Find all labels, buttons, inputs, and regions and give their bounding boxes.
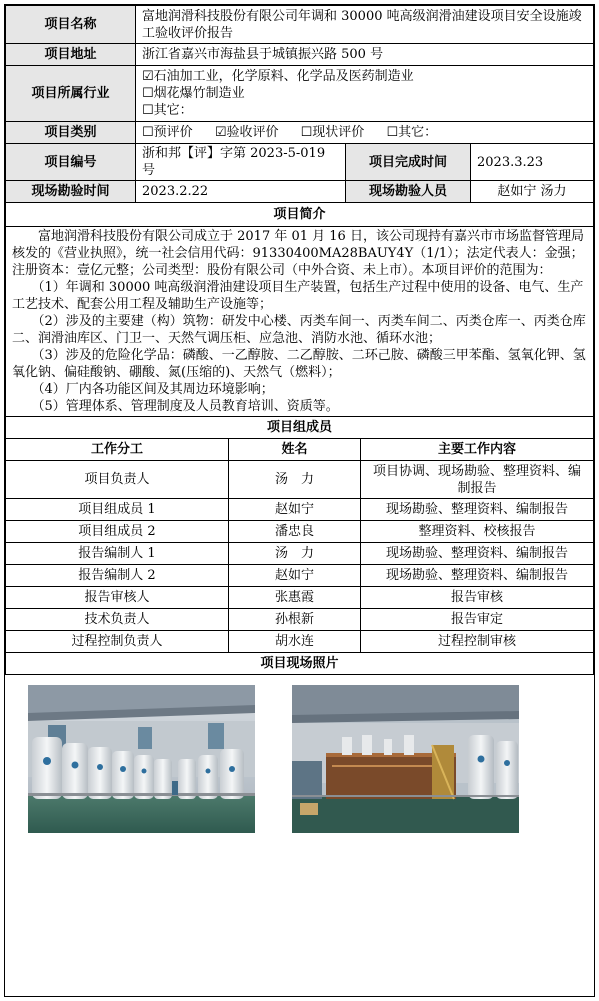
intro-paragraph: 富地润滑科技股份有限公司成立于 2017 年 01 月 16 日，该公司现持有嘉兴市市场监督管理局核发的《营业执照》，统一社会信用代码：91330400MA28BAUY4Y（1/1）；法定代表人：金强；注册资本：壹亿元整；公司类型：股份有限公司（中外合资、未上市）。本项目评价的范围为：	[12, 229, 584, 278]
team-work: 报告审核	[361, 587, 594, 609]
workshop-tanks-photo	[28, 685, 255, 833]
finish-time-value: 2023.3.23	[471, 144, 594, 181]
team-work: 现场勘验、整理资料、编制报告	[361, 543, 594, 565]
team-role: 技术负责人	[6, 609, 229, 631]
project-category-label: 项目类别	[6, 122, 136, 144]
intro-body	[6, 227, 594, 417]
table-row	[6, 609, 594, 631]
intro-paragraph: （2）涉及的主要建（构）筑物：研发中心楼、丙类车间一、丙类车间二、丙类仓库一、丙类仓库二、润滑油库区、门卫一、天然气调压柜、应急池、消防水池、循环水池；	[12, 314, 586, 346]
team-work: 报告审定	[361, 609, 594, 631]
intro-paragraph: （5）管理体系、管理制度及人员教育培训、资质等。	[31, 399, 339, 414]
category-option-label: 其它：	[398, 125, 438, 140]
table-row	[6, 587, 594, 609]
intro-title: 项目简介	[6, 203, 594, 227]
industry-option-label: 石油加工业，化学原料、化学品及医药制造业	[153, 69, 414, 84]
survey-time-value: 2023.2.22	[136, 181, 346, 203]
checkbox-icon: ☐	[142, 86, 154, 101]
project-category-options	[136, 122, 594, 144]
team-role: 报告审核人	[6, 587, 229, 609]
checkbox-icon: ☐	[142, 103, 154, 118]
category-option	[215, 124, 279, 141]
project-number-value: 浙和邦【评】字第 2023-5-019 号	[136, 144, 346, 181]
table-row	[6, 461, 594, 499]
survey-time-label: 现场勘验时间	[6, 181, 136, 203]
team-role: 项目负责人	[6, 461, 229, 499]
category-option-label: 现状评价	[312, 125, 365, 140]
industry-option-label: 烟花爆竹制造业	[153, 86, 245, 101]
team-role: 项目组成员 1	[6, 499, 229, 521]
photos-title: 项目现场照片	[6, 653, 594, 675]
project-industry-options	[136, 66, 594, 122]
industry-option	[142, 85, 587, 102]
survey-people-value: 赵如宁 汤力	[471, 181, 594, 203]
table-row	[6, 521, 594, 543]
project-name-label: 项目名称	[6, 6, 136, 44]
industry-option	[142, 102, 587, 119]
site-photo-1	[28, 685, 255, 833]
team-header-work: 主要工作内容	[361, 439, 594, 461]
team-role: 过程控制负责人	[6, 631, 229, 653]
table-row	[6, 565, 594, 587]
team-work: 整理资料、校核报告	[361, 521, 594, 543]
intro-paragraph: （3）涉及的危险化学品：磷酸、一乙醇胺、二乙醇胺、二环己胺、磷酸三甲苯酯、氢氧化钾、氢氧化钠、偏硅酸钠、硼酸、氮(压缩的)、天然气（燃料）；	[12, 348, 586, 380]
finish-time-label: 项目完成时间	[346, 144, 471, 181]
team-member-name: 孙根新	[229, 609, 361, 631]
category-option	[301, 124, 365, 141]
checkbox-icon: ☐	[300, 125, 313, 140]
team-table	[5, 416, 594, 675]
table-row	[6, 499, 594, 521]
photos-area	[5, 675, 594, 965]
project-number-label: 项目编号	[6, 144, 136, 181]
table-row	[6, 631, 594, 653]
team-member-name: 潘忠良	[229, 521, 361, 543]
team-work: 项目协调、现场勘验、整理资料、编制报告	[361, 461, 594, 499]
checkbox-icon: ☐	[386, 125, 399, 140]
team-member-name: 胡水连	[229, 631, 361, 653]
project-address-label: 项目地址	[6, 44, 136, 66]
survey-people-label: 现场勘验人员	[346, 181, 471, 203]
team-title: 项目组成员	[6, 417, 594, 439]
team-role: 报告编制人 2	[6, 565, 229, 587]
project-name-value: 富地润滑科技股份有限公司年调和 30000 吨高级润滑油建设项目安全设施竣工验收评价报告	[136, 6, 594, 44]
team-work: 现场勘验、整理资料、编制报告	[361, 565, 594, 587]
project-address-value: 浙江省嘉兴市海盐县于城镇振兴路 500 号	[136, 44, 594, 66]
category-option-label: 验收评价	[226, 125, 279, 140]
category-option	[386, 124, 437, 141]
report-sheet	[4, 4, 595, 997]
team-role: 报告编制人 1	[6, 543, 229, 565]
table-row	[6, 543, 594, 565]
checkbox-icon: ☐	[142, 125, 154, 140]
team-member-name: 张惠霞	[229, 587, 361, 609]
industry-option-label: 其它：	[153, 103, 193, 118]
team-member-name: 汤 力	[229, 543, 361, 565]
checkbox-checked-icon: ☑	[142, 69, 154, 84]
team-work: 过程控制审核	[361, 631, 594, 653]
project-info-table	[5, 5, 594, 417]
project-industry-label: 项目所属行业	[6, 66, 136, 122]
checkbox-checked-icon: ☑	[214, 125, 227, 140]
team-role: 项目组成员 2	[6, 521, 229, 543]
production-line-photo	[292, 685, 519, 833]
team-member-name: 赵如宁	[229, 565, 361, 587]
category-option	[142, 124, 193, 141]
team-header-role: 工作分工	[6, 439, 229, 461]
team-member-name: 赵如宁	[229, 499, 361, 521]
intro-paragraph: （1）年调和 30000 吨高级润滑油建设项目生产装置，包括生产过程中使用的设备、电气、生产工艺技术、配套公用工程及辅助生产设施等；	[12, 280, 584, 312]
team-header-name: 姓名	[229, 439, 361, 461]
team-member-name: 汤 力	[229, 461, 361, 499]
site-photo-2	[292, 685, 519, 833]
category-option-label: 预评价	[153, 125, 193, 140]
team-work: 现场勘验、整理资料、编制报告	[361, 499, 594, 521]
industry-option	[142, 68, 587, 85]
intro-paragraph: （4）厂内各功能区间及其周边环境影响；	[31, 382, 274, 397]
